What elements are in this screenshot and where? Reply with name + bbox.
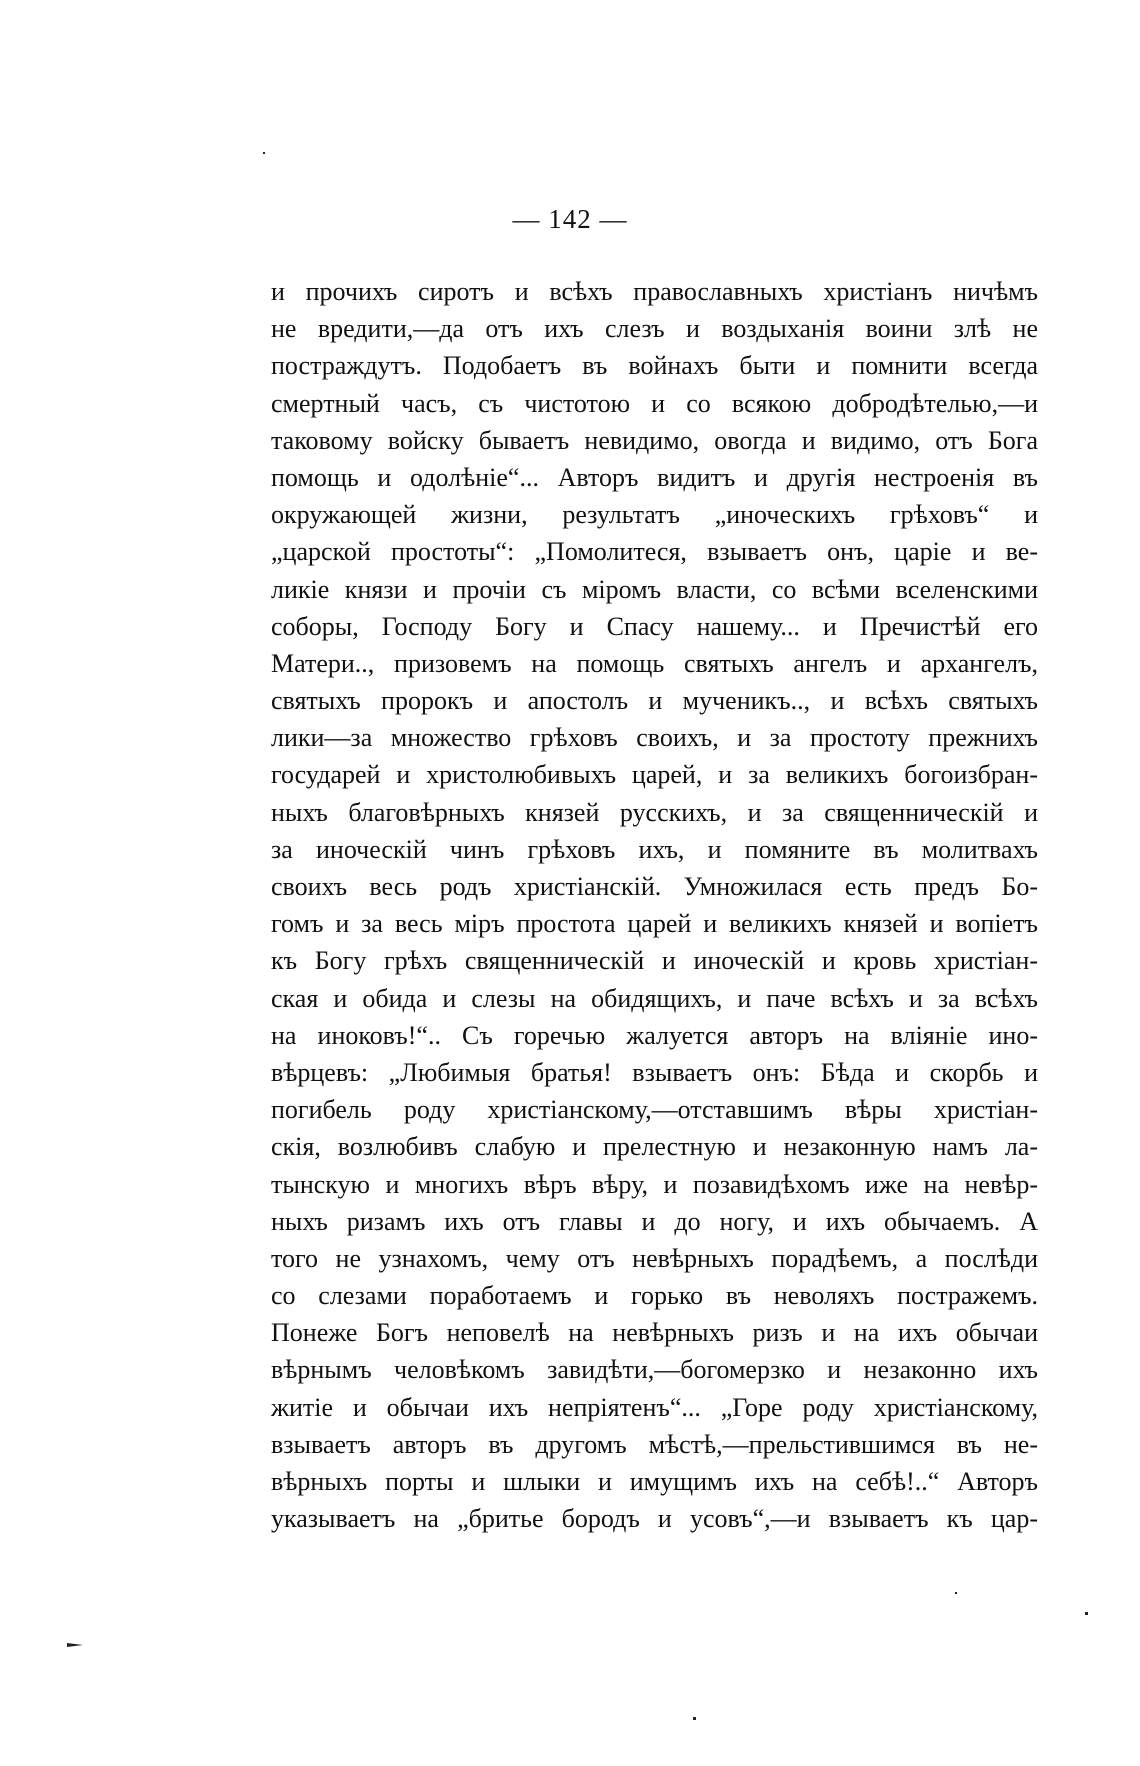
text-line: таковому войску бываетъ невидимо, овогда и видимо, отъ Бога [271,425,1038,455]
text-line: на иноковъ!“.. Съ горечью жалуется авторъ на вліяніе ино- [271,1020,1038,1050]
scan-arrow-mark [67,1643,83,1647]
text-line: Матери.., призовемъ на помощь святыхъ ангелъ и архангелъ, [271,648,1038,678]
text-line: окружающей жизни, результатъ „иноческихъ грѣховъ“ и [271,500,1038,530]
text-line: соборы, Господу Богу и Спасу нашему... и Пречистѣй его [271,611,1038,641]
text-line: со слезами поработаемъ и горько въ неволяхъ постражемъ. [271,1281,1038,1311]
text-line: помощь и одолѣніе“... Авторъ видитъ и другія нестроенія въ [271,462,1038,492]
text-line: указываетъ на „бритье бородъ и усовъ“,—и взываетъ къ цар- [271,1504,1038,1534]
text-line: вѣрцевъ: „Любимыя братья! взываетъ онъ: Бѣда и скорбь и [271,1057,1038,1087]
text-line: государей и христолюбивыхъ царей, и за великихъ богоизбран- [271,760,1038,790]
text-line: къ Богу грѣхъ священническій и иноческій и кровь христіан- [271,946,1038,976]
text-line: лики—за множество грѣховъ своихъ, и за простоту прежнихъ [271,723,1038,753]
scan-speck [955,1592,957,1594]
text-line: не вредити,—да отъ ихъ слезъ и воздыханія воини злѣ не [271,314,1038,344]
text-line: „царской простоты“: „Помолитеся, взываетъ онъ, царіе и ве- [271,537,1038,567]
scan-speck [1085,1612,1088,1615]
text-line: вѣрныхъ порты и шлыки и имущимъ ихъ на себѣ!..“ Авторъ [271,1467,1038,1496]
text-line: вѣрнымъ человѣкомъ завидѣти,—богомерзко и незаконно ихъ [271,1355,1038,1385]
text-line: ская и обида и слезы на обидящихъ, и паче всѣхъ и за всѣхъ [271,983,1038,1013]
text-line: житіе и обычаи ихъ непріятенъ“... „Горе роду христіанскому, [271,1392,1038,1422]
text-line: и прочихъ сиротъ и всѣхъ православныхъ христіанъ ничѣмъ [271,277,1038,306]
page-number: — 142 — [512,204,628,234]
text-line: ныхъ ризамъ ихъ отъ главы и до ногу, и ихъ обычаемъ. А [271,1206,1038,1236]
text-line: смертный часъ, съ чистотою и со всякою добродѣтелью,—и [271,388,1038,418]
text-line: своихъ весь родъ христіанскій. Умножилася есть предъ Бо- [271,872,1038,901]
text-line: погибель роду христіанскому,—отставшимъ вѣры христіан- [271,1095,1038,1125]
text-line: Понеже Богъ неповелѣ на невѣрныхъ ризъ и на ихъ обычаи [271,1318,1038,1348]
text-line: скія, возлюбивъ слабую и прелестную и незаконную намъ ла- [271,1132,1038,1162]
text-line: ныхъ благовѣрныхъ князей русскихъ, и за священническій и [271,797,1038,827]
text-line: за иноческій чинъ грѣховъ ихъ, и помяните въ молитвахъ [271,834,1038,864]
text-line: тынскую и многихъ вѣръ вѣру, и позавидѣхомъ иже на невѣр- [271,1169,1038,1199]
text-line: того не узнахомъ, чему отъ невѣрныхъ порадѣемъ, а послѣди [271,1243,1038,1273]
scan-speck [693,1717,696,1720]
text-line: гомъ и за весь міръ простота царей и великихъ князей и вопіетъ [271,909,1038,939]
text-line: ликіе князи и прочіи съ міромъ власти, со всѣми вселенскими [271,574,1038,604]
text-line: святыхъ пророкъ и апостолъ и мученикъ.., и всѣхъ святыхъ [271,686,1038,716]
text-line: взываетъ авторъ въ другомъ мѣстѣ,—прельстившимся въ не- [271,1429,1038,1459]
text-line: постраждутъ. Подобаетъ въ войнахъ быти и помнити всегда [271,351,1038,381]
scan-speck [263,152,265,154]
body-text [271,273,1038,1537]
